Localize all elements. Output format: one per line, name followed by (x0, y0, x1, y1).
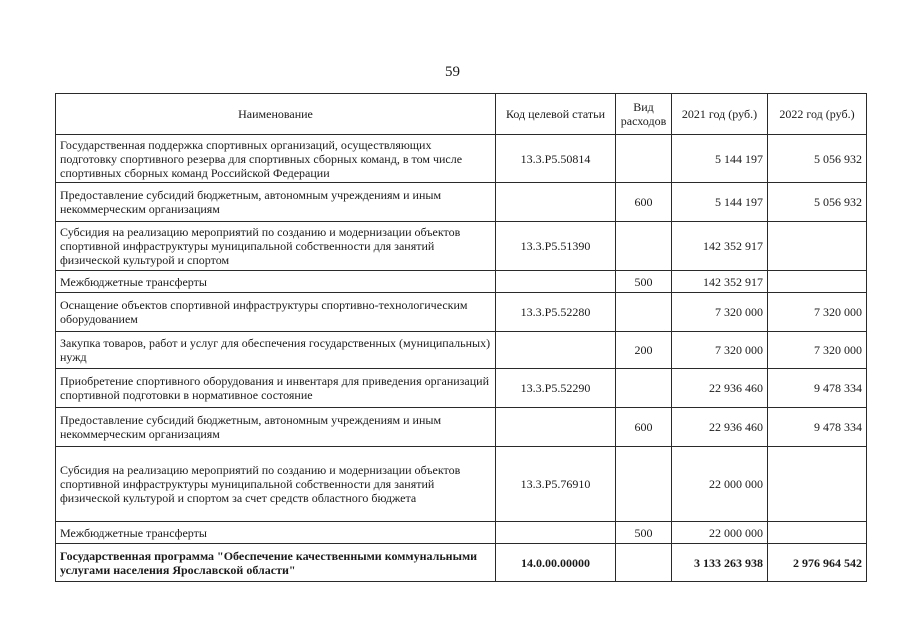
cell-2022: 5 056 932 (768, 135, 867, 183)
table-row (56, 183, 867, 222)
cell-code (496, 408, 616, 447)
cell-2021: 22 000 000 (672, 522, 768, 544)
cell-code: 13.3.P5.76910 (496, 447, 616, 522)
cell-expense-type: 600 (616, 183, 672, 222)
cell-2021: 5 144 197 (672, 183, 768, 222)
cell-expense-type: 500 (616, 271, 672, 293)
cell-expense-type (616, 544, 672, 582)
header-2022: 2022 год (руб.) (768, 94, 867, 135)
cell-name: Государственная поддержка спортивных организаций, осуществляющих подготовку спортивного резерва для спортивных сборных команд, в том числе спортивных сборных команд Российской Федерации (56, 135, 496, 183)
cell-name: Субсидия на реализацию мероприятий по созданию и модернизации объектов спортивной инфраструктуры муниципальной собственности для занятий физической культурой и спортом за счет средств областного бюджета (56, 447, 496, 522)
header-row (56, 94, 867, 135)
cell-name: Государственная программа "Обеспечение качественными коммунальными услугами населения Ярославской области" (56, 544, 496, 582)
cell-name: Приобретение спортивного оборудования и инвентаря для приведения организаций спортивной подготовки в нормативное состояние (56, 369, 496, 408)
cell-2021: 22 000 000 (672, 447, 768, 522)
table-row (56, 332, 867, 369)
cell-2022: 5 056 932 (768, 183, 867, 222)
budget-table (55, 93, 867, 582)
table-body (56, 135, 867, 582)
cell-expense-type (616, 293, 672, 332)
cell-code (496, 271, 616, 293)
cell-expense-type: 600 (616, 408, 672, 447)
cell-code (496, 522, 616, 544)
cell-2022: 9 478 334 (768, 369, 867, 408)
table-row (56, 222, 867, 271)
cell-code: 13.3.P5.52290 (496, 369, 616, 408)
cell-code (496, 332, 616, 369)
cell-2021: 22 936 460 (672, 408, 768, 447)
cell-2021: 3 133 263 938 (672, 544, 768, 582)
cell-expense-type (616, 447, 672, 522)
header-2021: 2021 год (руб.) (672, 94, 768, 135)
cell-expense-type (616, 135, 672, 183)
cell-2021: 142 352 917 (672, 271, 768, 293)
cell-expense-type (616, 222, 672, 271)
cell-2021: 22 936 460 (672, 369, 768, 408)
cell-2022 (768, 447, 867, 522)
cell-code: 13.3.P5.51390 (496, 222, 616, 271)
cell-name: Предоставление субсидий бюджетным, автономным учреждениям и иным некоммерческим организациям (56, 183, 496, 222)
table-row (56, 408, 867, 447)
cell-2022: 7 320 000 (768, 293, 867, 332)
cell-2021: 7 320 000 (672, 293, 768, 332)
table-row (56, 447, 867, 522)
cell-code (496, 183, 616, 222)
cell-name: Закупка товаров, работ и услуг для обеспечения государственных (муниципальных) нужд (56, 332, 496, 369)
page-number: 59 (445, 64, 460, 80)
cell-2022: 7 320 000 (768, 332, 867, 369)
cell-name: Оснащение объектов спортивной инфраструктуры спортивно-технологическим оборудованием (56, 293, 496, 332)
cell-2022 (768, 522, 867, 544)
cell-name: Межбюджетные трансферты (56, 522, 496, 544)
cell-2022 (768, 222, 867, 271)
cell-code: 13.3.P5.52280 (496, 293, 616, 332)
table-row (56, 522, 867, 544)
table-row (56, 135, 867, 183)
cell-name: Предоставление субсидий бюджетным, автономным учреждениям и иным некоммерческим организациям (56, 408, 496, 447)
cell-code: 14.0.00.00000 (496, 544, 616, 582)
cell-code: 13.3.P5.50814 (496, 135, 616, 183)
cell-2021: 142 352 917 (672, 222, 768, 271)
cell-expense-type: 200 (616, 332, 672, 369)
cell-expense-type: 500 (616, 522, 672, 544)
table-row (56, 369, 867, 408)
cell-2022: 9 478 334 (768, 408, 867, 447)
table-row (56, 544, 867, 582)
cell-2021: 7 320 000 (672, 332, 768, 369)
table-row (56, 293, 867, 332)
cell-2022: 2 976 964 542 (768, 544, 867, 582)
table-row (56, 271, 867, 293)
header-expense-type: Вид расходов (616, 94, 672, 135)
cell-expense-type (616, 369, 672, 408)
cell-2021: 5 144 197 (672, 135, 768, 183)
header-code: Код целевой статьи (496, 94, 616, 135)
cell-name: Субсидия на реализацию мероприятий по созданию и модернизации объектов спортивной инфраструктуры муниципальной собственности для занятий физической культурой и спортом (56, 222, 496, 271)
header-name: Наименование (56, 94, 496, 135)
cell-name: Межбюджетные трансферты (56, 271, 496, 293)
cell-2022 (768, 271, 867, 293)
